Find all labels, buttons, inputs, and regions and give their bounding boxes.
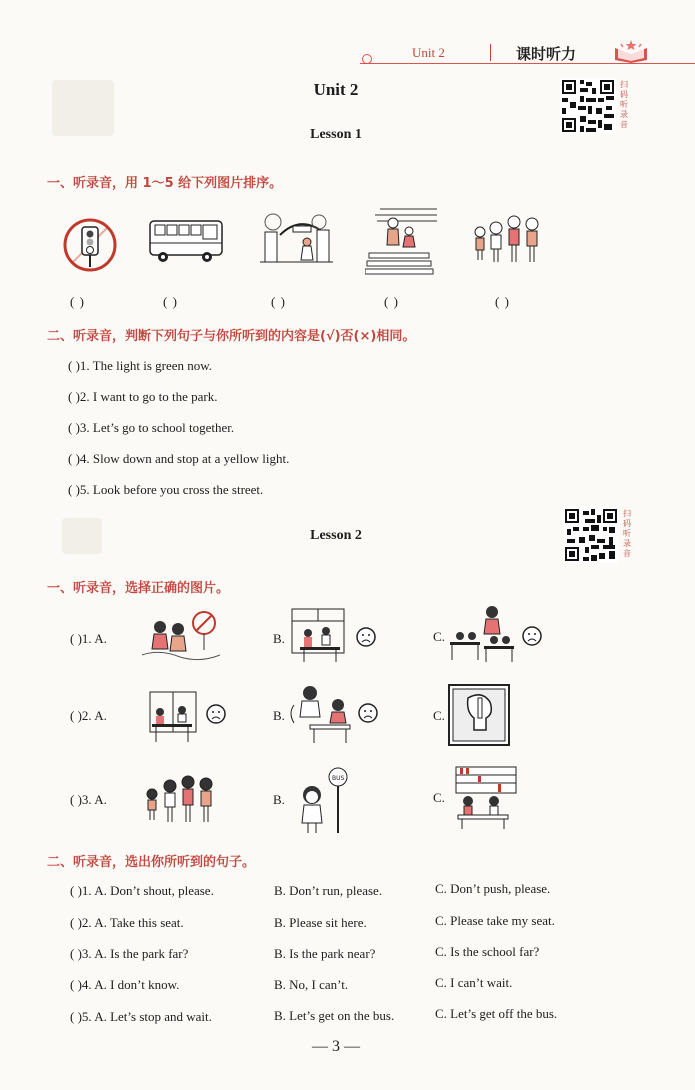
lesson-2-title: Lesson 2	[310, 528, 362, 543]
lesson-2-section-1-heading: 一、听录音，选择正确的图片。	[47, 581, 230, 596]
lesson-1-section-1-heading: 一、听录音，用 1～5 给下列图片排序。	[47, 176, 283, 191]
answer-blank[interactable]: ( )	[271, 294, 286, 309]
choice-question: ( )4. A. I don’t know.	[70, 977, 180, 992]
option-b-text: B. Let’s get on the bus.	[274, 1008, 395, 1023]
choice-question: ( )3. A. Is the park far?	[70, 946, 189, 961]
option-c-text: C. Don’t push, please.	[435, 881, 551, 896]
lesson-2-section-2-heading: 二、听录音，选出你所听到的句子。	[47, 855, 256, 870]
answer-blank[interactable]: ( )	[163, 294, 178, 309]
girl-bus-stop-picture	[288, 765, 352, 835]
children-line-picture	[140, 772, 220, 826]
park-gate-picture	[255, 210, 335, 270]
lesson-1-title: Lesson 1	[310, 127, 362, 142]
quiet-sign-picture	[448, 684, 510, 746]
option-b-text: B. Don’t run, please.	[274, 883, 383, 898]
traffic-signal-picture	[62, 217, 118, 273]
header-title: 课时听力	[516, 45, 577, 63]
option-b-text: B. No, I can’t.	[274, 977, 349, 992]
children-no-shout-picture	[140, 605, 222, 665]
svg-text:BUS: BUS	[332, 775, 345, 782]
option-c-label: C.	[433, 629, 445, 644]
classroom-sad-picture	[290, 607, 378, 665]
page-number: — 3 —	[312, 1038, 360, 1055]
children-queue-picture	[468, 212, 548, 267]
bus-picture	[145, 215, 225, 265]
crosswalk-picture	[365, 207, 440, 275]
judgement-item: ( )4. Slow down and stop at a yellow light.	[68, 451, 290, 466]
picture-question: ( )1. A.	[70, 631, 107, 646]
answer-blank[interactable]: ( )	[70, 294, 85, 309]
qr-scan-label: 扫码听录音	[620, 80, 628, 129]
teacher-class-sad-picture	[448, 602, 544, 666]
picture-question: ( )2. A.	[70, 708, 107, 723]
option-c-text: C. Please take my seat.	[435, 913, 555, 928]
header-unit-label: Unit 2	[412, 45, 445, 60]
qr-code-icon[interactable]	[560, 78, 616, 134]
option-c-label: C.	[433, 708, 445, 723]
teacher-student-sad-picture	[286, 683, 380, 747]
option-c-text: C. Is the school far?	[435, 944, 540, 959]
option-c-label: C.	[433, 790, 445, 805]
judgement-item: ( )2. I want to go to the park.	[68, 389, 218, 404]
choice-question: ( )1. A. Don’t shout, please.	[70, 883, 214, 898]
unit-title: Unit 2	[313, 80, 359, 99]
option-b-label: B.	[273, 792, 285, 807]
answer-blank[interactable]: ( )	[384, 294, 399, 309]
option-b-text: B. Please sit here.	[274, 915, 367, 930]
judgement-item: ( )5. Look before you cross the street.	[68, 482, 264, 497]
judgement-item: ( )3. Let’s go to school together.	[68, 420, 235, 435]
qr-scan-label: 扫码听录音	[623, 509, 631, 558]
choice-question: ( )2. A. Take this seat.	[70, 915, 184, 930]
open-book-icon	[613, 38, 649, 64]
option-b-label: B.	[273, 708, 285, 723]
option-b-text: B. Is the park near?	[274, 946, 376, 961]
picture-question: ( )3. A.	[70, 792, 107, 807]
option-b-label: B.	[273, 631, 285, 646]
choice-question: ( )5. A. Let’s stop and wait.	[70, 1009, 212, 1024]
classroom-desk-sad-picture	[148, 690, 230, 746]
library-reading-picture	[448, 765, 522, 831]
option-c-text: C. Let’s get off the bus.	[435, 1006, 558, 1021]
option-c-text: C. I can’t wait.	[435, 975, 513, 990]
judgement-item: ( )1. The light is green now.	[68, 358, 213, 373]
header-divider	[490, 44, 491, 61]
lesson-1-section-2-heading: 二、听录音，判断下列句子与你所听到的内容是(√)否(×)相同。	[47, 329, 416, 344]
answer-blank[interactable]: ( )	[495, 294, 510, 309]
